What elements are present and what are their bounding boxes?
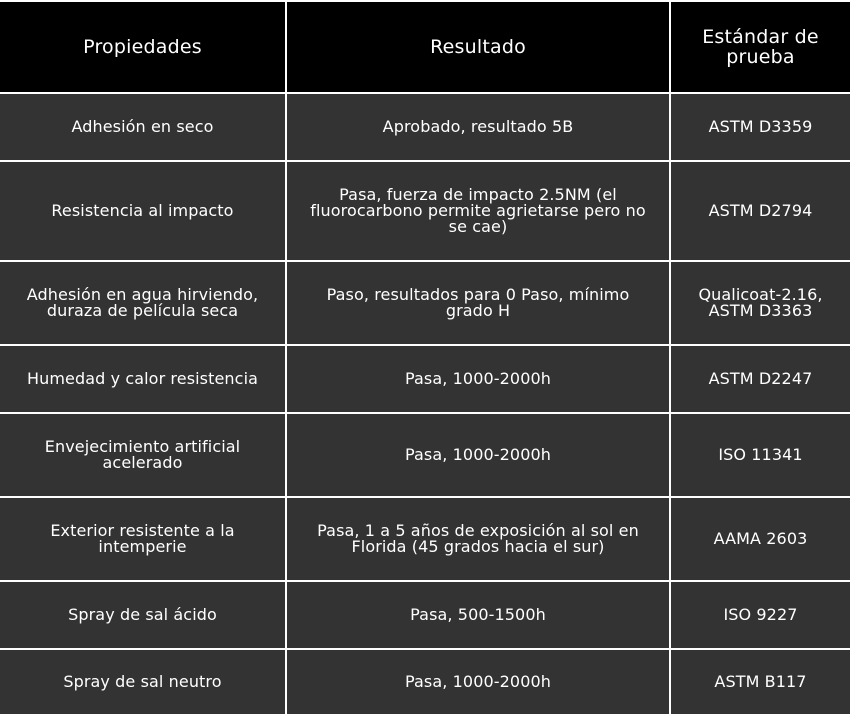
table-row [0,650,850,716]
table-row [0,414,850,498]
cell-propiedad: Adhesión en agua hirviendo, duraza de película seca [0,262,287,346]
table-row [0,262,850,346]
cell-propiedad: Spray de sal ácido [0,582,287,650]
cell-propiedad: Humedad y calor resistencia [0,346,287,414]
header-propiedades: Propiedades [0,0,287,94]
cell-estandar: ASTM D2794 [671,162,850,262]
cell-estandar: Qualicoat-2.16, ASTM D3363 [671,262,850,346]
table-row [0,94,850,162]
cell-resultado: Pasa, 500-1500h [287,582,671,650]
table-row [0,498,850,582]
cell-resultado: Pasa, 1000-2000h [287,346,671,414]
cell-resultado: Aprobado, resultado 5B [287,94,671,162]
table-row [0,346,850,414]
table-body [0,94,850,716]
cell-estandar: ISO 11341 [671,414,850,498]
cell-propiedad: Spray de sal neutro [0,650,287,716]
cell-resultado: Pasa, 1000-2000h [287,650,671,716]
cell-estandar: ASTM B117 [671,650,850,716]
cell-resultado: Pasa, 1 a 5 años de exposición al sol en Florida (45 grados hacia el sur) [287,498,671,582]
cell-resultado: Pasa, 1000-2000h [287,414,671,498]
cell-resultado: Pasa, fuerza de impacto 2.5NM (el fluorocarbono permite agrietarse pero no se cae) [287,162,671,262]
table-row [0,162,850,262]
cell-propiedad: Exterior resistente a la intemperie [0,498,287,582]
cell-propiedad: Envejecimiento artificial acelerado [0,414,287,498]
header-estandar: Estándar de prueba [671,0,850,94]
cell-propiedad: Adhesión en seco [0,94,287,162]
cell-estandar: AAMA 2603 [671,498,850,582]
cell-resultado: Paso, resultados para 0 Paso, mínimo grado H [287,262,671,346]
table-header [0,0,850,94]
header-resultado: Resultado [287,0,671,94]
table-row [0,582,850,650]
cell-estandar: ASTM D3359 [671,94,850,162]
cell-propiedad: Resistencia al impacto [0,162,287,262]
cell-estandar: ASTM D2247 [671,346,850,414]
cell-estandar: ISO 9227 [671,582,850,650]
header-row [0,0,850,94]
